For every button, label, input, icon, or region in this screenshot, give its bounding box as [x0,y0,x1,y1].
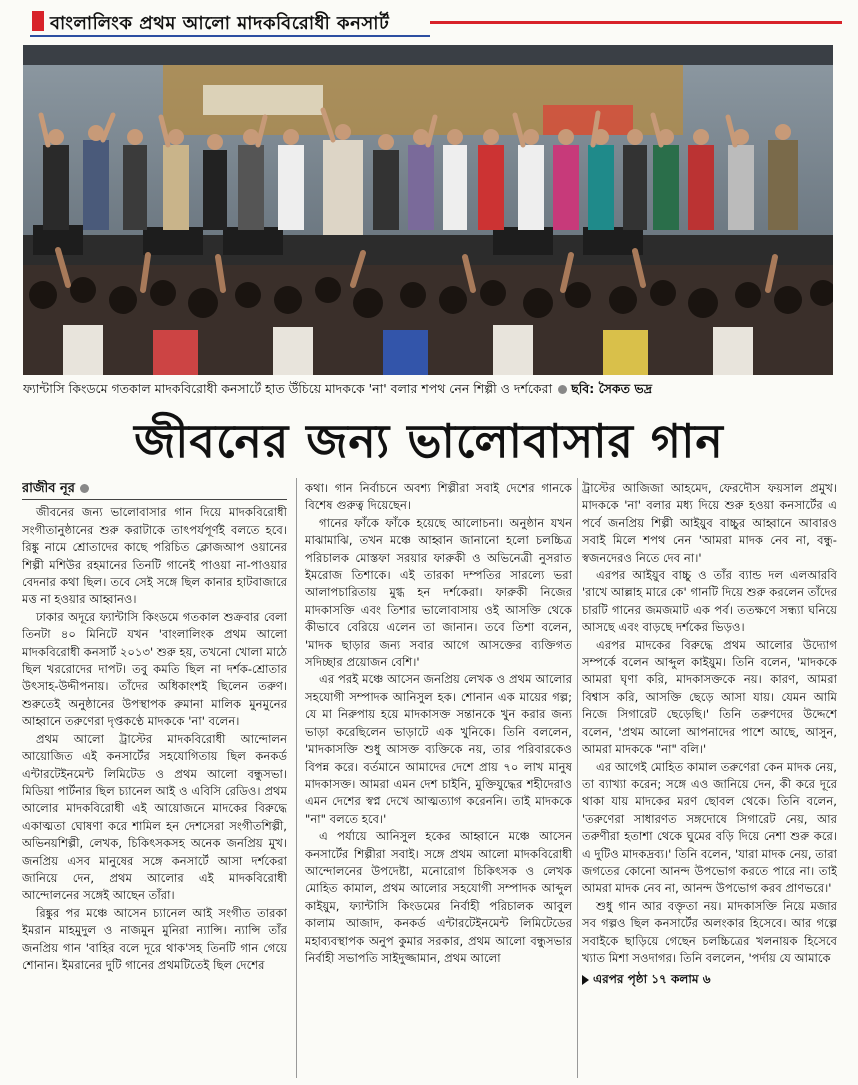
paragraph: ঢাকার অদূরে ফ্যান্টাসি কিংডমে গতকাল শুক্রবার বেলা তিনটা ৪০ মিনিটে যখন 'বাংলালিংক প্রথম আলো মাদকবিরোধী কনসার্ট ২০১৩' শুরু হয়, তখনো খোলা মাঠে ছিল খররোদের দাপট। তবু কমতি ছিল না দর্শক-শ্রোতার উৎসাহ-উদ্দীপনায়। তাঁদের অধিকাংশই ছিলেন তরুণ। শুরুতেই অনুষ্ঠানের উপস্থাপক রুমানা মালিক মুনমুনের আহ্বানে তরুণেরা দৃপ্তকণ্ঠে মাদককে 'না' বলেন। [22,609,287,729]
caption-text: ফ্যান্টাসি কিংডমে গতকাল মাদকবিরোধী কনসার্টে হাত উঁচিয়ে মাদককে 'না' বলার শপথ নেন শিল্পী ও দর্শকেরা [23,381,553,396]
paragraph: এরপর আইয়ুব বাচ্চু ও তাঁর ব্যান্ড দল এলআরবি 'রাখে আল্লাহ মারে কে' গানটি দিয়ে শুরু করলেন তাঁদের চারটি গানের জমজমাট এক পর্ব। ততক্ষণে সন্ধ্যা ঘনিয়ে আসছে এবং বাড়ছে দর্শকের ভিড়ও। [582,568,837,635]
article-column-1 [22,480,287,1080]
jump-text: এরপর পৃষ্ঠা ১৭ কলাম ৬ [593,972,711,987]
continued-jump[interactable] [582,971,837,988]
paragraph: শুধু গান আর বক্তৃতা নয়। মাদকাসক্তি নিয়ে মজার সব গল্পও ছিল কনসার্টের অলংকার হিসেবে। আর গল্পে সবাইকে ছাড়িয়ে গেছেন চলচ্চিত্রের খলনায়ক হিসেবে খ্যাত মিশা সওদাগর। তিনি বললেন, 'পর্দায় যে আমাকে [582,898,837,965]
article-column-2 [305,480,572,1080]
paragraph: কথা। গান নির্বাচনে অবশ্য শিল্পীরা সবাই দেশের গানকে বিশেষ গুরুত্ব দিয়েছেন। [305,481,572,513]
column-rule [577,478,578,1078]
arrow-right-icon [582,975,589,985]
photo-caption [23,378,833,400]
headline: জীবনের জন্য ভালোবাসার গান [134,414,724,468]
article-column-3 [582,480,837,1080]
section-title: বাংলালিংক প্রথম আলো মাদকবিরোধী কনসার্ট [50,13,390,34]
concert-photo [23,45,833,375]
byline-name: রাজীব নূর [22,481,75,496]
photo-credit: ছবি: সৈকত ভদ্র [571,381,653,396]
paragraph: এরপর মাদকের বিরুদ্ধে প্রথম আলোর উদ্যোগ সম্পর্কে বলেন আব্দুল কাইয়ুম। তিনি বলেন, 'মাদককে আমরা ঘৃণা করি, মাদকাসক্তকে নয়। কারণ, আমরা বিশ্বাস করি, আসক্তি ছেড়ে আসা যায়। যেমন আমি নিজে সিগারেট ছেড়েছি।' তিনি তরুণদের উদ্দেশে বলেন, 'প্রথম আলো আপনাদের পাশে আছে, আসুন, আমরা মাদককে "না" বলি।' [582,637,837,757]
paragraph: জীবনের জন্য ভালোবাসার গান দিয়ে মাদকবিরোধী সংগীতানুষ্ঠানের শুরু করাটাকে তাৎপর্যপূর্ণই বলতে হবে। রিঙ্কু নামে শ্রোতাদের কাছে পরিচিত ক্লোজআপ ওয়ানের শিল্পী মশিউর রহমানের তিনটি গানেই পাওয়া না-পাওয়ার বেদনার কথা ছিল। তবে সেই সঙ্গে ছিল কানার হাটবাজারে মত্ত না হওয়ার আহ্বানও। [22,505,287,607]
concert-photo-illustration [23,45,833,375]
section-underline [30,35,430,37]
section-header [10,8,850,38]
byline-bar [22,480,287,500]
paragraph: গানের ফাঁকে ফাঁকে হয়েছে আলোচনা। অনুষ্ঠান যখন মাঝামাঝি, তখন মঞ্চে আহ্বান জানানো হলো চলচ্চিত্র পরিচালক মোস্তফা সরয়ার ফারুকী ও অভিনেত্রী নুসরাত ইমরোজ তিশাকে। এই তারকা দম্পতির সারল্যে ভরা আলাপচারিতায় মুগ্ধ হন দর্শকেরা। ফারুকী নিজের মাদকাসক্তি এবং তিশার ভালোবাসায় ওই আসক্তি থেকে কীভাবে বেরিয়ে এলেন তা জানান। তবে তিশা বলেন, 'মাদক ছাড়ার জন্য সবার আগে আসক্তের ব্যক্তিগত সদিচ্ছার প্রয়োজন বেশি।' [305,515,572,670]
section-red-line [430,21,842,24]
column-rule [296,478,297,1078]
section-marker [32,11,44,31]
byline [22,480,287,497]
paragraph: এর আগেই মোহিত কামাল তরুণেরা কেন মাদক নেয়, তা ব্যাখ্যা করেন; সঙ্গে এও জানিয়ে দেন, কী করে দূরে থাকা যায় মাদকের মরণ ছোবল থেকে। তিনি বলেন, 'তরুণেরা সাধারণত সঙ্গদোষে সিগারেট নেয়, আর তরুণীরা হতাশা থেকে ঘুমের বড়ি দিয়ে নেশা শুরু করে। এ দুটিও মাদকদ্রব্য।' তিনি বলেন, 'যারা মাদক নেয়, তারা জগতের কোনো আনন্দ উপভোগ করতে পারে না। তাই আমরা মাদক নেব না, আনন্দ উপভোগ করব প্রাণভরে।' [582,759,837,896]
bullet-icon [558,385,567,394]
paragraph: ট্রাস্টের আজিজা আহমেদ, ফেরদৌস ফয়সাল প্রমুখ। মাদককে 'না' বলার মধ্য দিয়ে শুরু হওয়া কনসার্টের এ পর্বে জনপ্রিয় শিল্পী আইয়ুব বাচ্চুর আহ্বানে আবারও সবাই মিলে শপথ নেন 'আমরা মাদক নেব না, বন্ধু-স্বজনদেরও নিতে দেব না।' [582,481,837,565]
paragraph: প্রথম আলো ট্রাস্টের মাদকবিরোধী আন্দোলন আয়োজিত এই কনসার্টের সহযোগিতায় ছিল কনকর্ড এন্টারটেইনমেন্ট লিমিটেড ও প্রথম আলো বন্ধুসভা। মিডিয়া পার্টনার ছিল চ্যানেল আই ও এবিসি রেডিও। প্রথম আলোর মাদকবিরোধী এই আয়োজনে মাদকের বিরুদ্ধে একাত্মতা ঘোষণা করে শামিল হন দেশসেরা সংগীতশিল্পী, অভিনয়শিল্পী, লেখক, চিকিৎসকসহ অনেক জনপ্রিয় মুখ। জনপ্রিয় এসব মানুষের সঙ্গে কনসার্টে আসা দর্শকেরা জানিয়ে দেন, প্রথম আলোর এই মাদকবিরোধী আন্দোলনের সঙ্গেই আছেন তাঁরা। [22,731,287,903]
paragraph: এর পরই মঞ্চে আসেন জনপ্রিয় লেখক ও প্রথম আলোর সহযোগী সম্পাদক আনিসুল হক। শোনান এক মায়ের গল্প; যে মা নিরুপায় হয়ে মাদকাসক্ত সন্তানকে খুন করার জন্য ভাড়া করেছিলেন ভাড়াটে এক খুনিকে। তিনি বললেন, 'মাদকাসক্তি শুধু আসক্ত ব্যক্তিকে নয়, তার পরিবারকেও বিপন্ন করে। বর্তমানে আমাদের দেশে প্রায় ৭০ লাখ মানুষ মাদকাসক্ত। আমরা এমন দেশ চাইনি, মুক্তিযুদ্ধের শহীদেরাও এমন দেশের স্বপ্ন দেখে আত্মত্যাগ করেননি। তাই মাদককে "না" বলতে হবে।' [305,672,572,826]
bullet-icon [80,484,89,493]
paragraph: রিঙ্কুর পর মঞ্চে আসেন চ্যানেল আই সংগীত তারকা ইমরান মাহমুদুল ও নাজমুন মুনিরা ন্যান্সি। ন্যান্সি তাঁর জনপ্রিয় গান 'বাহির বলে দূরে থাক'সহ তিনটি গান গেয়ে শোনান। ইমরানের দুটি গানের প্রথমটিতেই ছিল দেশের [22,905,287,972]
paragraph: এ পর্যায়ে আনিসুল হকের আহ্বানে মঞ্চে আসেন কনসার্টের শিল্পীরা সবাই। সঙ্গে প্রথম আলো মাদকবিরোধী আন্দোলনের উপদেষ্টা, মনোরোগ চিকিৎসক ও লেখক মোহিত কামাল, প্রথম আলোর সহযোগী সম্পাদক আব্দুল কাইয়ুম, ফ্যান্টাসি কিংডমের নির্বাহী পরিচালক আবুল কালাম আজাদ, কনকর্ড এন্টারটেইনমেন্ট লিমিটেডের মহাব্যবস্থাপক অনুপ কুমার সরকার, প্রথম আলো বন্ধুসভার নির্বাহী সভাপতি সাইদুজ্জামান, প্রথম আলো [305,829,572,965]
